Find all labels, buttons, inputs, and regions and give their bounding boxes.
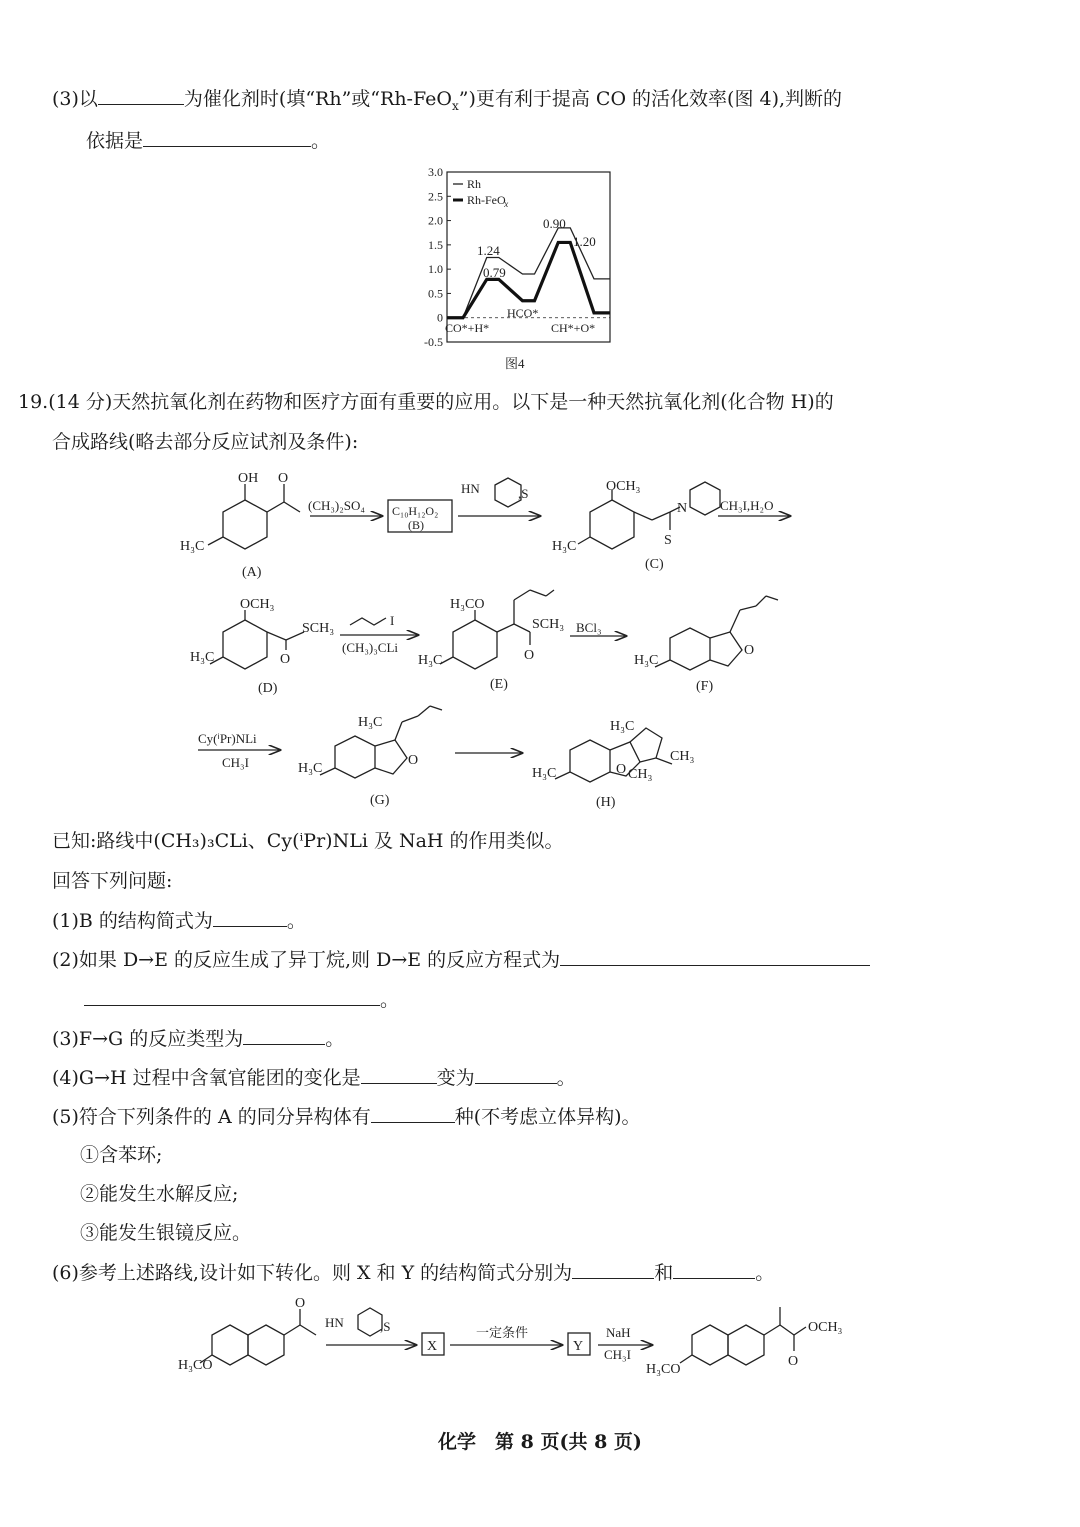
- label-co-h: CO*+H*: [445, 321, 490, 335]
- o-label: O: [524, 648, 535, 663]
- label-d: (D): [258, 681, 278, 696]
- synthesis-scheme: [150, 460, 870, 822]
- q18-3-sub: x: [451, 98, 459, 113]
- answer-blank[interactable]: [673, 1260, 755, 1279]
- answer-blank[interactable]: [98, 86, 184, 105]
- condition-3: ③能发生银镜反应。: [80, 1222, 252, 1244]
- label-b: (B): [408, 518, 424, 532]
- q18-3-line2: [86, 128, 330, 153]
- answer-blank[interactable]: [560, 947, 870, 966]
- q19-5-text-a: (5)符合下列条件的 A 的同分异构体有: [52, 1106, 371, 1128]
- reagent-cd: CH₃I,H₂O: [720, 498, 774, 513]
- naphthalene-ketone: [178, 1296, 316, 1373]
- page-footer: 化学 第 8 页(共 8 页): [438, 1431, 642, 1453]
- q18-3-text-b: 为催化剂时(填“Rh”或“Rh-FeO: [183, 88, 452, 110]
- reagent-fg-bottom: CH₃I: [222, 755, 249, 770]
- och3-label: OCH₃: [808, 1320, 843, 1335]
- sch3-label: SCH₃: [302, 621, 335, 636]
- y-tick-label: 1.5: [428, 237, 443, 252]
- nah-label: NaH: [606, 1325, 631, 1340]
- label-rh-peak2: 1.20: [573, 234, 596, 249]
- o-label: O: [295, 1296, 306, 1311]
- reagent-ab: (CH₃)₂SO₄: [308, 498, 365, 513]
- h3co-label: H₃CO: [646, 1362, 681, 1377]
- reagent-bc: ,S: [518, 486, 529, 501]
- q19-part1: [52, 908, 306, 933]
- o-label: O: [616, 762, 627, 777]
- h3c-label: H₃C: [532, 766, 557, 781]
- ch3-label: CH₃: [628, 767, 653, 782]
- n-label: N: [677, 501, 688, 516]
- hn-label: HN: [325, 1315, 344, 1330]
- compound-g: [298, 706, 442, 808]
- reagent-de-top: I: [390, 613, 395, 628]
- q19-part6: [52, 1260, 774, 1285]
- q19-5-text-b: 种(不考虑立体异构)。: [454, 1106, 641, 1128]
- y-tick-label: 0.5: [428, 286, 443, 301]
- ch3i-label: CH₃I: [604, 1347, 631, 1362]
- compound-a: [180, 471, 300, 580]
- q19-part4: [52, 1065, 576, 1090]
- label-hco: HCO*: [507, 306, 539, 320]
- y-tick-label: 1.0: [428, 262, 443, 277]
- label-feox-peak1: 0.79: [483, 265, 506, 280]
- label-e: (E): [490, 677, 508, 692]
- h3c-label: H₃C: [610, 719, 635, 734]
- o-label: O: [744, 643, 755, 658]
- q18-3-text-d: 依据是: [86, 130, 144, 152]
- q19-6-text-a: (6)参考上述路线,设计如下转化。则 X 和 Y 的结构简式分别为: [52, 1262, 573, 1284]
- q19-2-end: 。: [380, 989, 400, 1011]
- q19-4-end: 。: [556, 1067, 576, 1089]
- answer-blank[interactable]: [361, 1065, 437, 1084]
- h3c-label: H₃C: [298, 761, 323, 776]
- b-formula: C₁₀H₁₂O₂: [392, 504, 439, 518]
- answer-blank[interactable]: [84, 987, 380, 1006]
- q19-6-text-b: 和: [654, 1262, 674, 1284]
- oh-label: OH: [238, 471, 259, 486]
- answer-intro: 回答下列问题:: [52, 870, 173, 892]
- q18-3-line1: [52, 86, 842, 118]
- q19-4-text-b: 变为: [436, 1067, 475, 1089]
- y-tick-label: 2.5: [428, 189, 443, 204]
- h3c-label: H₃C: [190, 650, 215, 665]
- q19-1-text: (1)B 的结构简式为: [52, 910, 213, 932]
- condition-label: 一定条件: [476, 1325, 529, 1340]
- label-ch-o: CH*+O*: [551, 321, 596, 335]
- figure-caption: 图4: [505, 356, 525, 371]
- label-f: (F): [696, 679, 714, 694]
- o-label: O: [280, 652, 291, 667]
- compound-f: [634, 596, 778, 694]
- q19-6-end: 。: [755, 1262, 775, 1284]
- morpholine: [461, 478, 528, 507]
- h3c-label: H₃C: [634, 653, 659, 668]
- x-label: X: [427, 1339, 438, 1354]
- q19-2-text: (2)如果 D→E 的反应生成了异丁烷,则 D→E 的反应方程式为: [52, 949, 561, 971]
- q19-part2: [52, 947, 870, 972]
- allyl-chain: [350, 618, 386, 625]
- h3c-label: H₃C: [180, 539, 205, 554]
- label-a: (A): [242, 565, 262, 580]
- y-tick-label: 3.0: [428, 165, 443, 179]
- reagent-de-bottom: (CH₃)₃CLi: [342, 640, 399, 655]
- reagent-ef: BCl₃: [576, 620, 602, 635]
- sch3-label: SCH₃: [532, 617, 565, 632]
- och3-label: OCH₃: [606, 479, 641, 494]
- reagent-label: ,S: [380, 1319, 391, 1334]
- h3c-label: H₃C: [552, 539, 577, 554]
- compound-d: [190, 597, 334, 696]
- y-label: Y: [573, 1339, 584, 1354]
- answer-blank[interactable]: [475, 1065, 557, 1084]
- q19-3-text: (3)F→G 的反应类型为: [52, 1028, 244, 1050]
- compound-h: [532, 719, 694, 810]
- q19-part3: [52, 1026, 344, 1051]
- condition-2: ②能发生水解反应;: [80, 1183, 239, 1205]
- known-info: 已知:路线中(CH₃)₃CLi、Cy(ⁱPr)NLi 及 NaH 的作用类似。: [52, 830, 564, 852]
- answer-blank[interactable]: [213, 908, 287, 927]
- q18-3-end: 。: [311, 130, 331, 152]
- legend-feox-label: Rh-FeO: [467, 193, 506, 207]
- transformation-scheme: [170, 1295, 890, 1385]
- energy-profile-chart: [405, 160, 625, 375]
- q18-3-text-a: (3)以: [52, 88, 98, 110]
- condition-1: ①含苯环;: [80, 1144, 163, 1166]
- q19-part2-cont: [84, 987, 399, 1012]
- label-c: (C): [645, 557, 664, 572]
- answer-blank[interactable]: [371, 1104, 455, 1123]
- q19-part5: [52, 1104, 641, 1129]
- ch3-label: CH₃: [670, 749, 695, 764]
- o-label: O: [278, 471, 289, 486]
- y-tick-label: -0.5: [424, 335, 443, 349]
- compound-c: [552, 479, 720, 572]
- o-label: O: [788, 1354, 799, 1369]
- h3co-label: H₃CO: [450, 597, 485, 612]
- naphthalene-ester: [646, 1307, 843, 1377]
- label-rh-peak1: 1.24: [477, 243, 500, 258]
- legend-rh-label: Rh: [467, 177, 482, 191]
- answer-blank[interactable]: [143, 128, 311, 147]
- h3co-label: H₃CO: [178, 1358, 213, 1373]
- o-label: O: [408, 753, 419, 768]
- legend-feox-sub: x: [504, 199, 509, 209]
- q18-3-text-c: ”)更有利于提高 CO 的活化效率(图 4),判断的: [458, 88, 843, 110]
- q19-intro: 合成路线(略去部分反应试剂及条件):: [52, 431, 359, 453]
- h3c-label: H₃C: [418, 653, 443, 668]
- y-tick-label: 2.0: [428, 213, 443, 228]
- label-h: (H): [596, 795, 616, 810]
- q19-3-end: 。: [325, 1028, 345, 1050]
- label-g: (G): [370, 793, 390, 808]
- h3c-label: H₃C: [358, 715, 383, 730]
- q19-title: 19.(14 分)天然抗氧化剂在药物和医疗方面有重要的应用。以下是一种天然抗氧化剂(化合物 H)的: [18, 391, 834, 413]
- morpholine: [325, 1308, 390, 1336]
- q19-1-end: 。: [286, 910, 306, 932]
- label-feox-peak2: 0.90: [543, 216, 566, 231]
- s-label: S: [664, 533, 672, 548]
- y-tick-label: 0: [437, 310, 443, 325]
- reagent-fg-top: Cy(ⁱPr)NLi: [198, 731, 257, 746]
- och3-label: OCH₃: [240, 597, 275, 612]
- compound-e: [418, 590, 564, 692]
- hn-label: HN: [461, 481, 480, 496]
- answer-blank[interactable]: [572, 1260, 654, 1279]
- answer-blank[interactable]: [243, 1026, 325, 1045]
- q19-4-text-a: (4)G→H 过程中含氧官能团的变化是: [52, 1067, 361, 1089]
